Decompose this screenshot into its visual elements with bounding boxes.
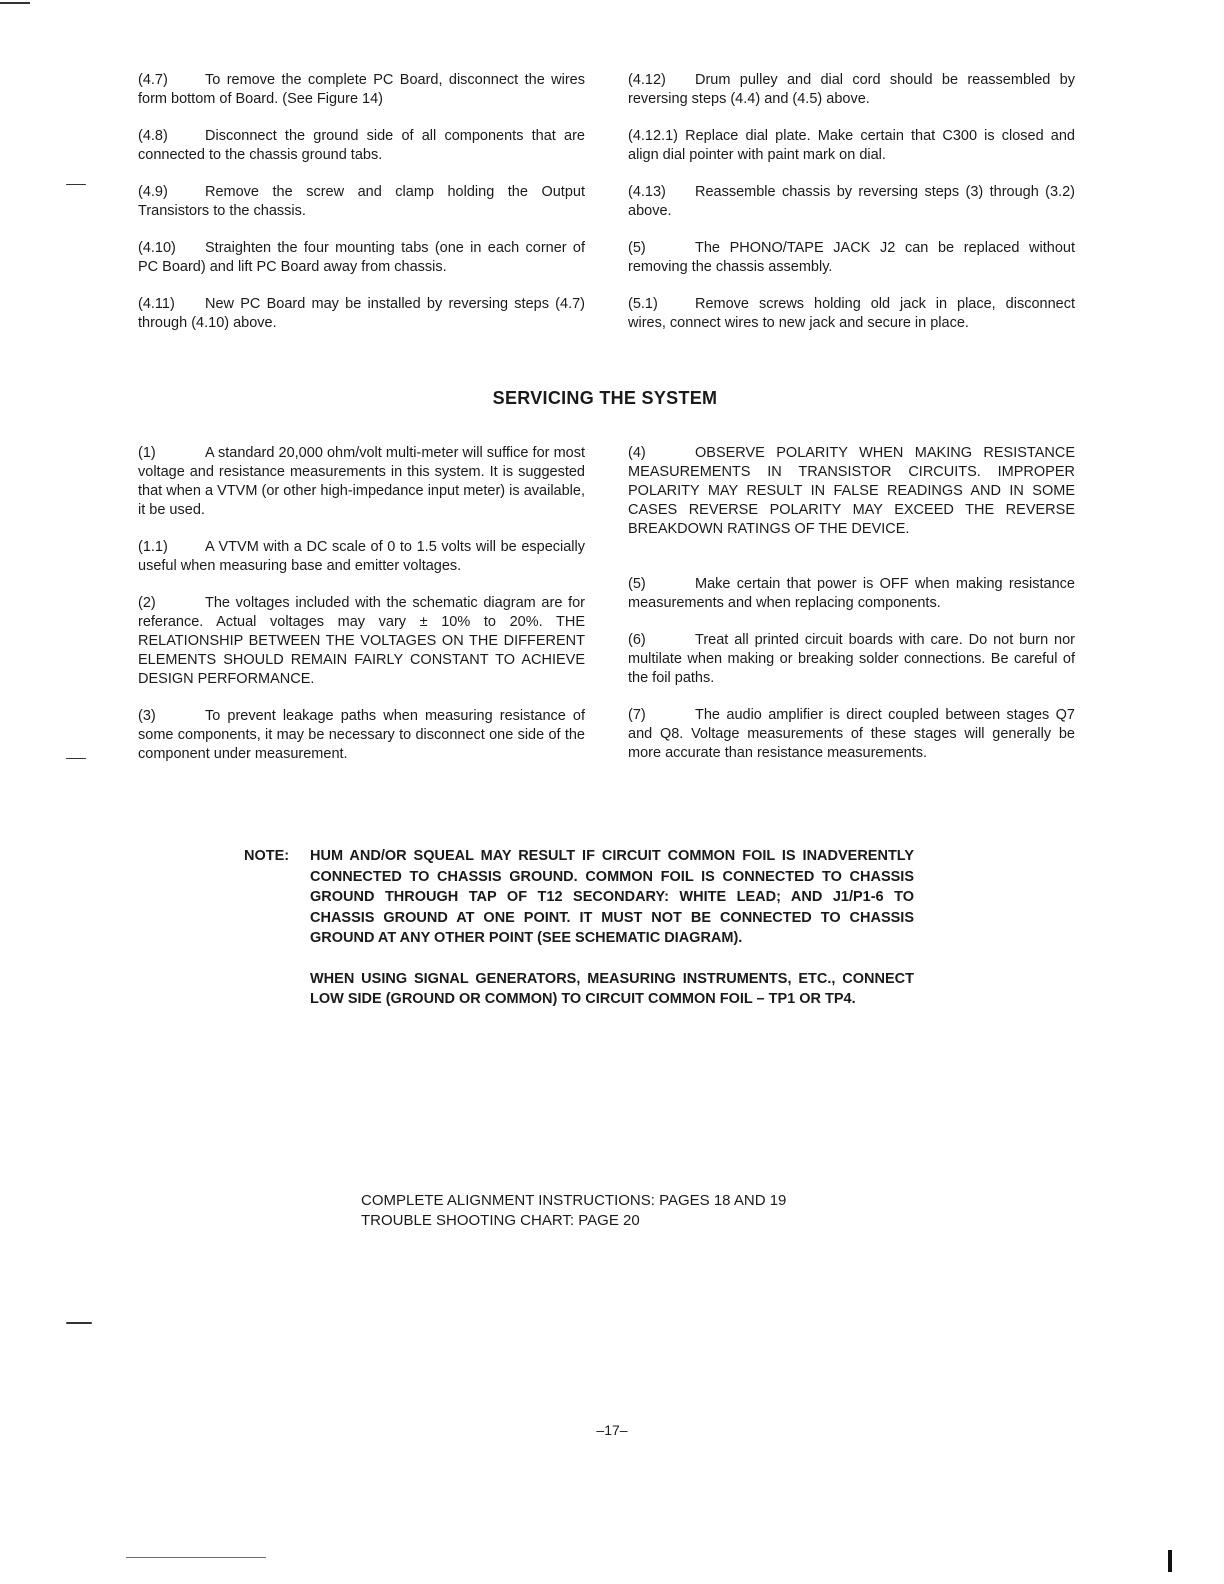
servicing-item-1-1: (1.1) A VTVM with a DC scale of 0 to 1.5 volts will be especially useful when measuring base and emitter voltages.: [138, 539, 585, 574]
note-body: [310, 846, 914, 1010]
scan-underline: [126, 1557, 266, 1558]
paragraph-4-13: (4.13) Reassemble chassis by reversing steps (3) through (3.2) above.: [628, 184, 1075, 219]
servicing-item-6: (6) Treat all printed circuit boards with care. Do not burn nor multilate when making or breaking solder connections. Be careful of the foil paths.: [628, 632, 1075, 686]
servicing-item-7: (7) The audio amplifier is direct coupled between stages Q7 and Q8. Voltage measurements of these stages will generally be more accurate than resistance measurements.: [628, 707, 1075, 761]
upper-left-column: [138, 71, 585, 333]
paragraph-5: (5) The PHONO/TAPE JACK J2 can be replaced without removing the chassis assembly.: [628, 240, 1075, 275]
servicing-item-5: (5) Make certain that power is OFF when making resistance measurements and when replacing components.: [628, 576, 1075, 611]
margin-mark: [66, 758, 86, 759]
paragraph-4-9: (4.9) Remove the screw and clamp holding the Output Transistors to the chassis.: [138, 184, 585, 219]
note-block: [244, 846, 914, 1010]
servicing-item-4: (4) OBSERVE POLARITY WHEN MAKING RESISTANCE MEASUREMENTS IN TRANSISTOR CIRCUITS. IMPROPER POLARITY MAY RESULT IN FALSE READINGS AND IN SOME CASES REVERSE POLARITY MAY EXCEED THE REVERSE BREAKDOWN RATINGS OF THE DEVICE.: [628, 445, 1075, 537]
paragraph-4-10: (4.10) Straighten the four mounting tabs (one in each corner of PC Board) and lift PC Board away from chassis.: [138, 240, 585, 275]
servicing-left-column: [138, 444, 585, 764]
scan-mark: [0, 2, 30, 4]
note-label: NOTE:: [244, 848, 290, 864]
paragraph-4-8: (4.8) Disconnect the ground side of all components that are connected to the chassis ground tabs.: [138, 128, 585, 163]
servicing-item-3: (3) To prevent leakage paths when measuring resistance of some components, it may be necessary to disconnect one side of the component under measurement.: [138, 708, 585, 762]
alignment-reference: COMPLETE ALIGNMENT INSTRUCTIONS: PAGES 18 AND 19: [361, 1192, 787, 1209]
paragraph-4-12: (4.12) Drum pulley and dial cord should be reassembled by reversing steps (4.4) and (4.5) above.: [628, 72, 1075, 107]
paragraph-4-12-1: (4.12.1) Replace dial plate. Make certain that C300 is closed and align dial pointer with paint mark on dial.: [628, 128, 1076, 163]
troubleshooting-reference: TROUBLE SHOOTING CHART: PAGE 20: [361, 1212, 640, 1229]
servicing-right-column: [628, 444, 1075, 763]
page-references: [361, 1191, 786, 1231]
note-paragraph-instruments: WHEN USING SIGNAL GENERATORS, MEASURING INSTRUMENTS, ETC., CONNECT LOW SIDE (GROUND OR COMMON) TO CIRCUIT COMMON FOIL – TP1 OR TP4.: [310, 970, 914, 1007]
note-paragraph-ground: HUM AND/OR SQUEAL MAY RESULT IF CIRCUIT COMMON FOIL IS INADVERENTLY CONNECTED TO CHASSIS GROUND. COMMON FOIL IS CONNECTED TO CHASSIS GROUND THROUGH TAP OF T12 SECONDARY: WHITE LEAD; AND J1/P1-6 TO CHASSIS GROUND AT ONE POINT. IT MUST NOT BE CONNECTED TO CHASSIS GROUND AT ANY OTHER POINT (SEE SCHEMATIC DIAGRAM).: [310, 848, 914, 946]
page-number: –17–: [596, 1422, 628, 1438]
servicing-item-2: (2) The voltages included with the schematic diagram are for referance. Actual voltages may vary ± 10% to 20%. THE RELATIONSHIP BETWEEN THE VOLTAGES ON THE DIFFERENT ELEMENTS SHOULD REMAIN FAIRLY CONSTANT TO ACHIEVE DESIGN PERFORMANCE.: [138, 595, 585, 687]
margin-mark: [66, 1322, 92, 1324]
margin-mark: [66, 184, 86, 185]
paragraph-4-11: (4.11) New PC Board may be installed by reversing steps (4.7) through (4.10) above.: [138, 296, 585, 331]
upper-right-column: [628, 71, 1075, 333]
paragraph-5-1: (5.1) Remove screws holding old jack in place, disconnect wires, connect wires to new jack and secure in place.: [628, 296, 1075, 331]
scan-edge-bar: [1168, 1550, 1172, 1572]
paragraph-4-7: (4.7) To remove the complete PC Board, disconnect the wires form bottom of Board. (See Figure 14): [138, 72, 585, 107]
section-title: SERVICING THE SYSTEM: [492, 388, 718, 408]
servicing-item-1: (1) A standard 20,000 ohm/volt multi-meter will suffice for most voltage and resistance measurements in this system. It is suggested that when a VTVM (or other high-impedance input meter) is available, it be used.: [138, 445, 585, 518]
